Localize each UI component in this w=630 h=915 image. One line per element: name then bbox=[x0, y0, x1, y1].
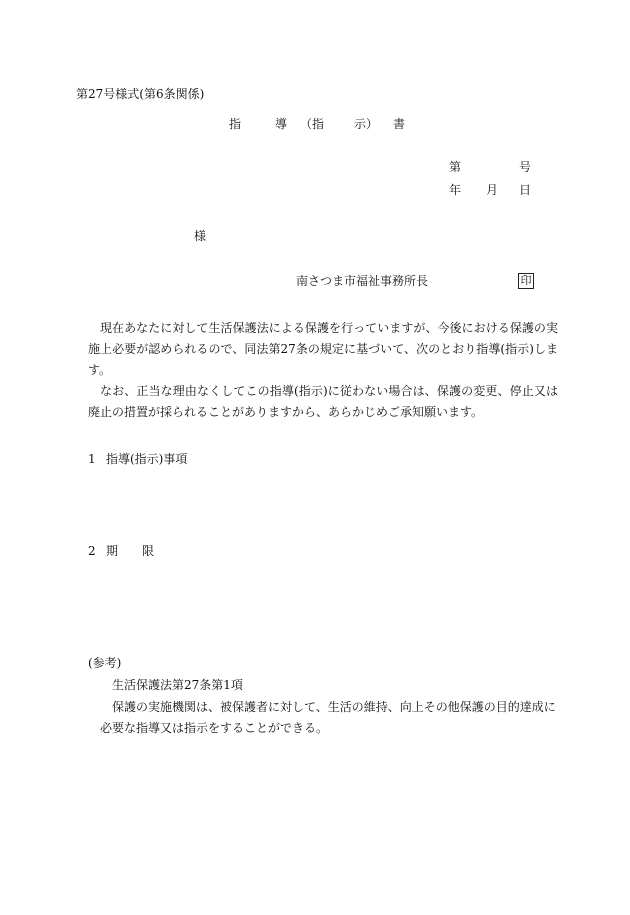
item-2-label-part-1: 期 bbox=[106, 544, 119, 558]
reference-heading: (参考) bbox=[88, 656, 122, 670]
doc-number-suffix: 号 bbox=[519, 160, 532, 174]
date-month: 月 bbox=[486, 183, 499, 197]
issuer-name: 南さつま市福祉事務所長 bbox=[296, 274, 429, 288]
title-char-3: （指 bbox=[300, 117, 325, 131]
reference-paragraph: 保護の実施機関は、被保護者に対して、生活の維持、向上その他保護の目的達成に必要な指導又は指示をすることができる。 bbox=[100, 700, 556, 735]
item-1-label: 指導(指示)事項 bbox=[106, 452, 188, 466]
seal-mark: 印 bbox=[518, 273, 534, 289]
item-2-label-part-2: 限 bbox=[142, 544, 155, 558]
title-char-4: 示） bbox=[354, 117, 379, 131]
date-day: 日 bbox=[519, 183, 532, 197]
body-paragraph-1: 現在あなたに対して生活保護法による保護を行っていますが、今後における保護の実施上必要が認められるので、同法第27条の規定に基づいて、次のとおり指導(指示)します。 bbox=[88, 321, 558, 377]
document-title bbox=[0, 117, 630, 131]
body-paragraph-2: なお、正当な理由なくしてこの指導(指示)に従わない場合は、保護の変更、停止又は廃止の措置が採られることがありますから、あらかじめご承知願います。 bbox=[88, 384, 558, 419]
item-2-number: 2 bbox=[88, 544, 96, 558]
title-char-1: 指 bbox=[229, 117, 242, 131]
date-year: 年 bbox=[449, 183, 462, 197]
title-char-5: 書 bbox=[393, 117, 406, 131]
reference-law: 生活保護法第27条第1項 bbox=[112, 678, 243, 692]
reference-text bbox=[100, 697, 560, 739]
body-text bbox=[88, 318, 558, 423]
title-char-2: 導 bbox=[275, 117, 288, 131]
item-1-number: 1 bbox=[88, 452, 96, 466]
addressee-suffix: 様 bbox=[194, 229, 207, 243]
form-number: 第27号様式(第6条関係) bbox=[76, 87, 205, 101]
doc-number-prefix: 第 bbox=[449, 160, 462, 174]
